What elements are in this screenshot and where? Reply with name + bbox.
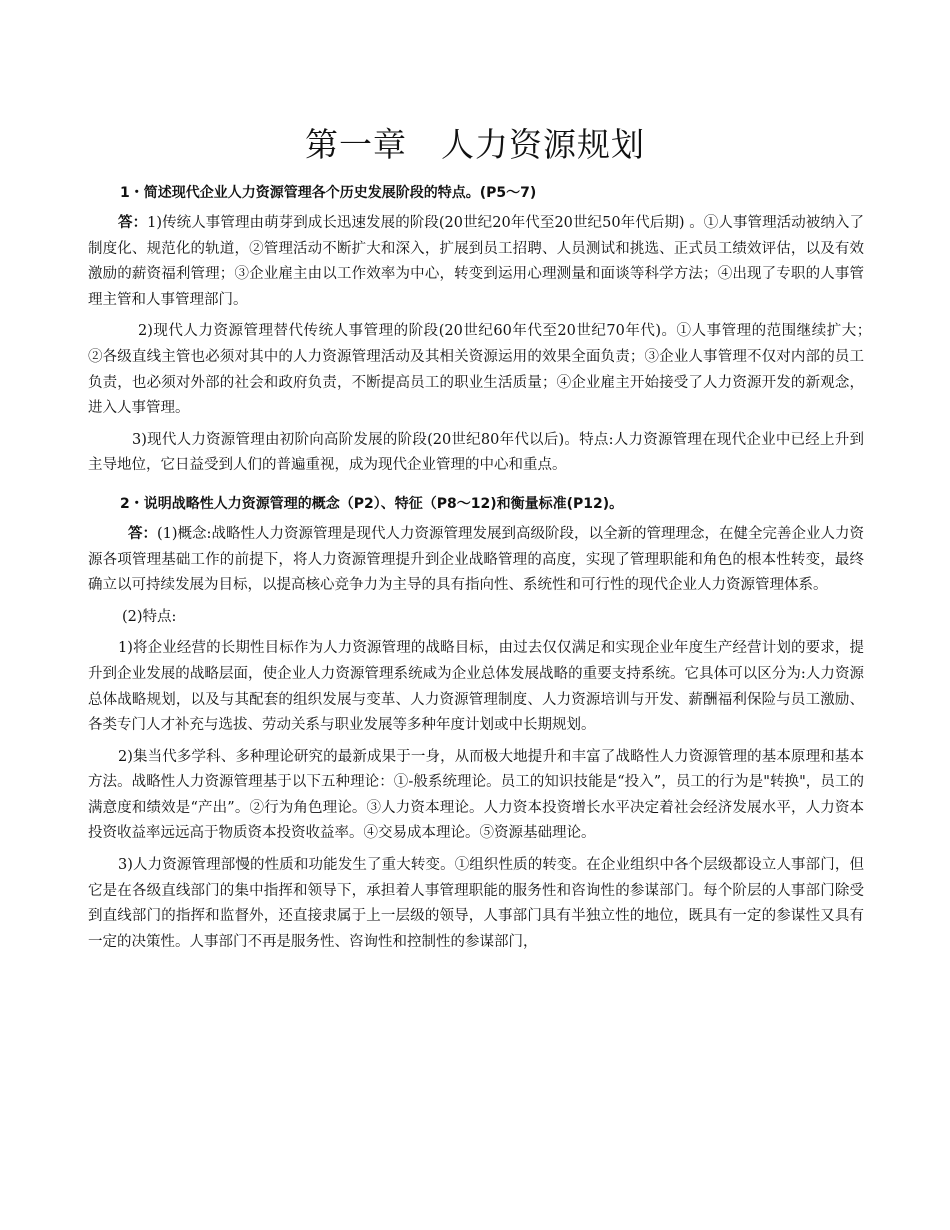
q2-answer-text-1: (1)概念:战略性人力资源管理是现代人力资源管理发展到高级阶段，以全新的管理理念，在健全完善企业人力资源各项管理基础工作的前提下，将人力资源管理提升到企业战略管理的高度，实现了管理职能和角色的根本性转变，最终确立以可持续发展为目标，以提高核心竞争力为主导的具有指向性、系统性和可行性的现代企业人力资源管理体系。	[88, 525, 865, 594]
q1-answer-text-1: 1)传统人事管理由萌芽到成长迅速发展的阶段(20世纪20年代至20世纪50年代后期) 。①人事管理活动被纳入了制度化、规范化的轨道，②管理活动不断扩大和深入，扩展到员工招聘、人员测试和挑选、正式员工绩效评估，以及有效激励的薪资福利管理；③企业雇主由以工作效率为中心，转变到运用心理测量和面谈等科学方法；④出现了专职的人事管理主管和人事管理部门。	[88, 215, 864, 308]
q1-answer-paragraph-2: 2)现代人力资源管理替代传统人事管理的阶段(20世纪60年代至20世纪70年代)。①人事管理的范围继续扩大； ②各级直线主管也必须对其中的人力资源管理活动及其相关资源运用的效果全面负责；③企业人事管理不仅对内部的员工负责，也必须对外部的社会和政府负责，不断提高员工的职业生活质量；④企业雇主开始接受了人力资源开发的新观念，进入人事管理。	[88, 323, 879, 417]
answer-label: 答：	[118, 214, 148, 231]
answer-label: 答：	[128, 524, 158, 542]
q1-answer-paragraph-1	[88, 210, 864, 313]
q2-answer-paragraph-4: 2)集当代多学科、多种理论研究的最新成果于一身，从而极大地提升和丰富了战略性人力资源管理的基本原理和基本方法。战略性人力资源管理基于以下五种理论：①-般系统理论。员工的知识技能是“投入”，员工的行为是"转换"，员工的满意度和绩效是“产出”。②行为角色理论。③人力资本理论。人力资本投资增长水平决定着社会经济发展水平，人力资本投资收益率远远高于物质资本投资收益率。④交易成本理论。⑤资源基础理论。	[88, 748, 864, 842]
q2-answer-paragraph-5: 3)人力资源管理部慢的性质和功能发生了重大转变。①组织性质的转变。在企业组织中各个层级都设立人事部门，但它是在各级直线部门的集中指挥和领导下，承担着人事管理职能的服务性和咨询性的参谋部门。每个阶层的人事部门除受到直线部门的指挥和监督外，还直接隶属于上一层级的领导，人事部门具有半独立性的地位，既具有一定的参谋性又具有一定的决策性。人事部门不再是服务性、咨询性和控制性的参谋部门，	[88, 857, 864, 950]
chapter-title: 第一章 人力资源规划	[305, 125, 645, 164]
question-2-heading: 2・说明战略性人力资源管理的概念（P2）、特征（P8～12)和衡量标准(P12)。	[120, 495, 624, 512]
document-body	[88, 182, 879, 955]
q2-answer-paragraph-3: 1)将企业经营的长期性目标作为人力资源管理的战略目标，由过去仅仅满足和实现企业年度生产经营计划的要求，提升到企业发展的战略层面，使企业人力资源管理系统咸为企业总体发展战略的重要支持系统。它具体可以区分为:人力资源总体战略规划，以及与其配套的组织发展与变革、人力资源管理制度、人力资源培训与开发、薪酬福利保险与员工激励、各类专门人才补充与选拔、劳动关系与职业发展等多种年度计划或中长期规划。	[88, 640, 864, 734]
q2-answer-paragraph-2: (2)特点:	[122, 608, 177, 625]
q2-answer-paragraph-1	[88, 521, 864, 599]
q1-answer-paragraph-3: 3)现代人力资源管理由初阶向高阶发展的阶段(20世纪80年代以后)。特点:人力资源管理在现代企业中已经上升到主导地位，它日益受到人们的普遍重视，成为现代企业管理的中心和重点。	[88, 431, 864, 474]
question-1-heading: 1・简述现代企业人力资源管理各个历史发展阶段的特点。(P5～7)	[120, 185, 537, 201]
